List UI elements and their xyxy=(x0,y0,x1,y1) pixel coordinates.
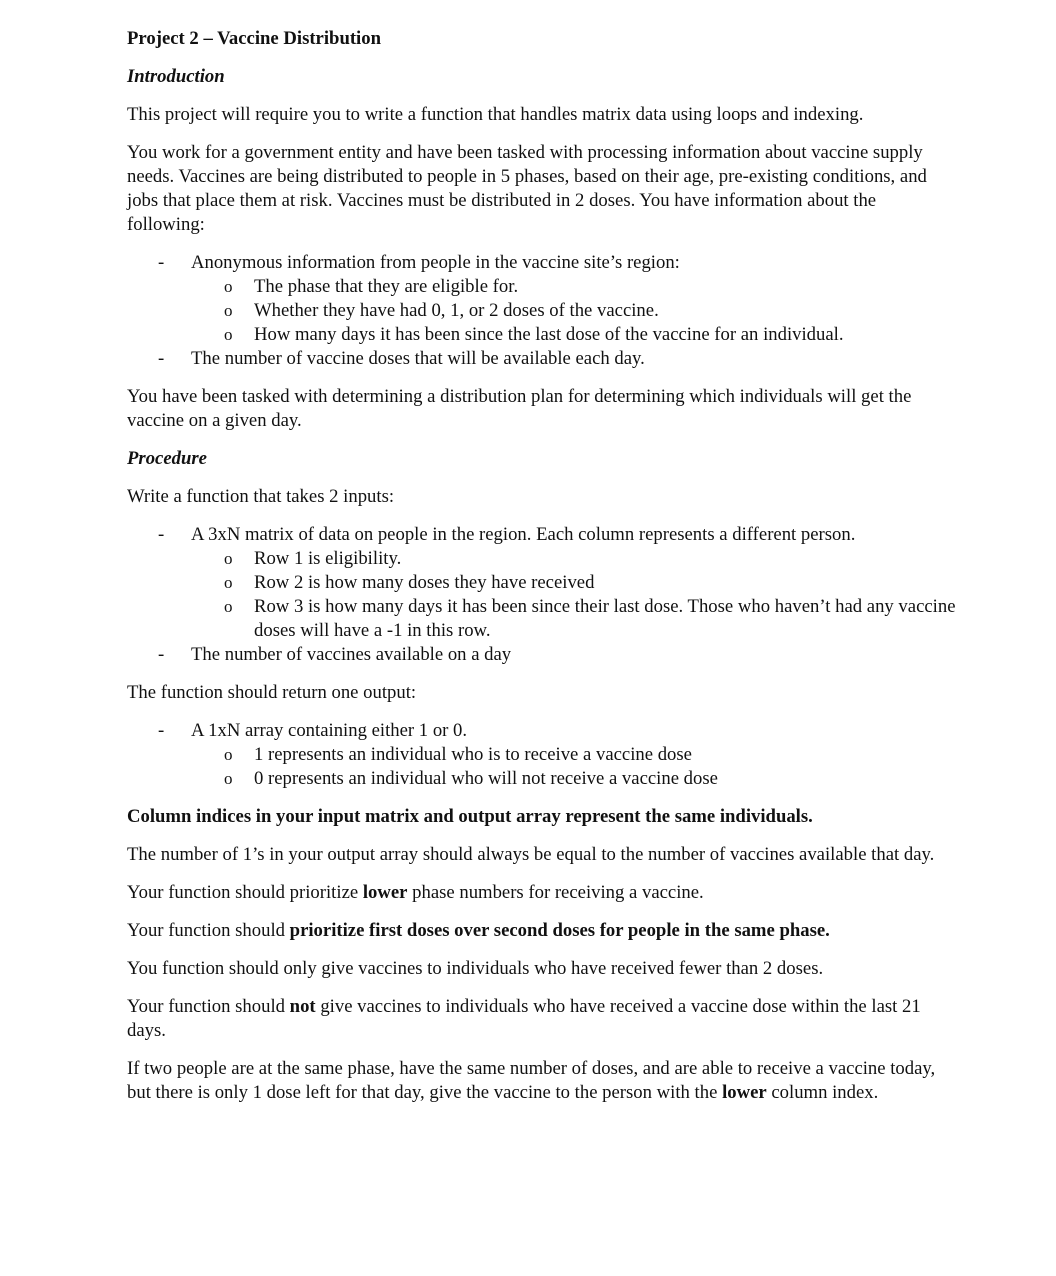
sub-list-item-text: Whether they have had 0, 1, or 2 doses of the vaccine. xyxy=(254,300,659,321)
sub-list xyxy=(191,275,957,347)
circle-bullet: o xyxy=(224,549,233,568)
rule-emphasis: not xyxy=(289,996,316,1017)
rule-output-count: The number of 1’s in your output array should always be equal to the number of vaccines available that day. xyxy=(127,844,935,865)
circle-bullet: o xyxy=(224,277,233,296)
intro-paragraph-2: You work for a government entity and have been tasked with processing information about vaccine supply needs. Vaccines are being distributed to people in 5 phases, based on their age, pre-existing conditions, and jobs that place them at risk. Vaccines must be distributed in 2 doses. You have information about the following: xyxy=(127,142,927,235)
rule-text: give vaccines to individuals who have received a vaccine dose within the last 21 days. xyxy=(127,996,921,1041)
information-list xyxy=(127,251,957,371)
list-item-text: The number of vaccines available on a day xyxy=(191,644,512,665)
rule-emphasis: prioritize first doses over second doses for people in the same phase. xyxy=(289,920,830,941)
rule-column-indices xyxy=(127,805,957,829)
rule-lower-phase xyxy=(127,881,957,905)
rule-tie-break xyxy=(127,1057,957,1105)
sub-list-item-text: The phase that they are eligible for. xyxy=(254,276,519,297)
sub-list-item-text: Row 2 is how many doses they have received xyxy=(254,572,595,593)
sub-list xyxy=(191,547,957,643)
list-item-text: The number of vaccine doses that will be available each day. xyxy=(191,348,645,369)
sub-list-item xyxy=(191,743,957,767)
inputs-list xyxy=(127,523,957,667)
circle-bullet: o xyxy=(224,769,233,788)
sub-list-item-text: How many days it has been since the last dose of the vaccine for an individual. xyxy=(254,324,844,345)
sub-list-item xyxy=(191,299,957,323)
sub-list-item xyxy=(191,547,957,571)
list-item xyxy=(127,251,957,347)
dash-bullet: - xyxy=(158,720,165,741)
sub-list-item xyxy=(191,571,957,595)
circle-bullet: o xyxy=(224,325,233,344)
rule-column-indices-text: Column indices in your input matrix and output array represent the same individuals. xyxy=(127,806,813,827)
circle-bullet: o xyxy=(224,573,233,592)
list-item-text: Anonymous information from people in the vaccine site’s region: xyxy=(191,252,680,273)
circle-bullet: o xyxy=(224,745,233,764)
dash-bullet: - xyxy=(158,348,165,369)
circle-bullet: o xyxy=(224,597,233,616)
document-page xyxy=(127,27,957,1119)
sub-list-item-text: Row 3 is how many days it has been since their last dose. Those who haven’t had any vaccine doses will have a -1 in this row. xyxy=(254,596,956,641)
rule-text: If two people are at the same phase, have the same number of doses, and are able to receive a vaccine today, but there is only 1 dose left for that day, give the vaccine to the person with the xyxy=(127,1058,936,1103)
sub-list-item xyxy=(191,595,957,643)
sub-list-item xyxy=(191,323,957,347)
sub-list-item xyxy=(191,275,957,299)
list-item xyxy=(127,523,957,643)
dash-bullet: - xyxy=(158,644,165,665)
dash-bullet: - xyxy=(158,524,165,545)
rule-text: column index. xyxy=(766,1082,879,1103)
list-item-text: A 1xN array containing either 1 or 0. xyxy=(191,720,468,741)
rule-text: phase numbers for receiving a vaccine. xyxy=(407,882,704,903)
intro-paragraph-3: You have been tasked with determining a distribution plan for determining which individuals will get the vaccine on a given day. xyxy=(127,386,912,431)
rule-21-days xyxy=(127,995,957,1043)
sub-list xyxy=(191,743,957,791)
sub-list-item xyxy=(191,767,957,791)
rule-fewer-than-two: You function should only give vaccines to individuals who have received fewer than 2 doses. xyxy=(127,958,824,979)
rule-emphasis: lower xyxy=(722,1082,767,1103)
introduction-heading: Introduction xyxy=(127,66,225,87)
rule-text: Your function should xyxy=(127,996,290,1017)
rule-emphasis: lower xyxy=(362,882,408,903)
sub-list-item-text: 0 represents an individual who will not receive a vaccine dose xyxy=(254,768,718,789)
list-item-text: A 3xN matrix of data on people in the region. Each column represents a different person. xyxy=(191,524,856,545)
list-item xyxy=(127,719,957,791)
output-list xyxy=(127,719,957,791)
rule-text: Your function should xyxy=(127,920,290,941)
procedure-paragraph-1: Write a function that takes 2 inputs: xyxy=(127,486,395,507)
list-item xyxy=(127,347,957,371)
procedure-heading: Procedure xyxy=(127,448,207,469)
document-title: Project 2 – Vaccine Distribution xyxy=(127,28,381,49)
sub-list-item-text: Row 1 is eligibility. xyxy=(254,548,402,569)
dash-bullet: - xyxy=(158,252,165,273)
procedure-paragraph-2: The function should return one output: xyxy=(127,682,417,703)
rule-first-doses xyxy=(127,919,957,943)
intro-paragraph-1: This project will require you to write a function that handles matrix data using loops and indexing. xyxy=(127,104,864,125)
rule-text: Your function should prioritize xyxy=(127,882,363,903)
list-item xyxy=(127,643,957,667)
circle-bullet: o xyxy=(224,301,233,320)
sub-list-item-text: 1 represents an individual who is to receive a vaccine dose xyxy=(254,744,692,765)
